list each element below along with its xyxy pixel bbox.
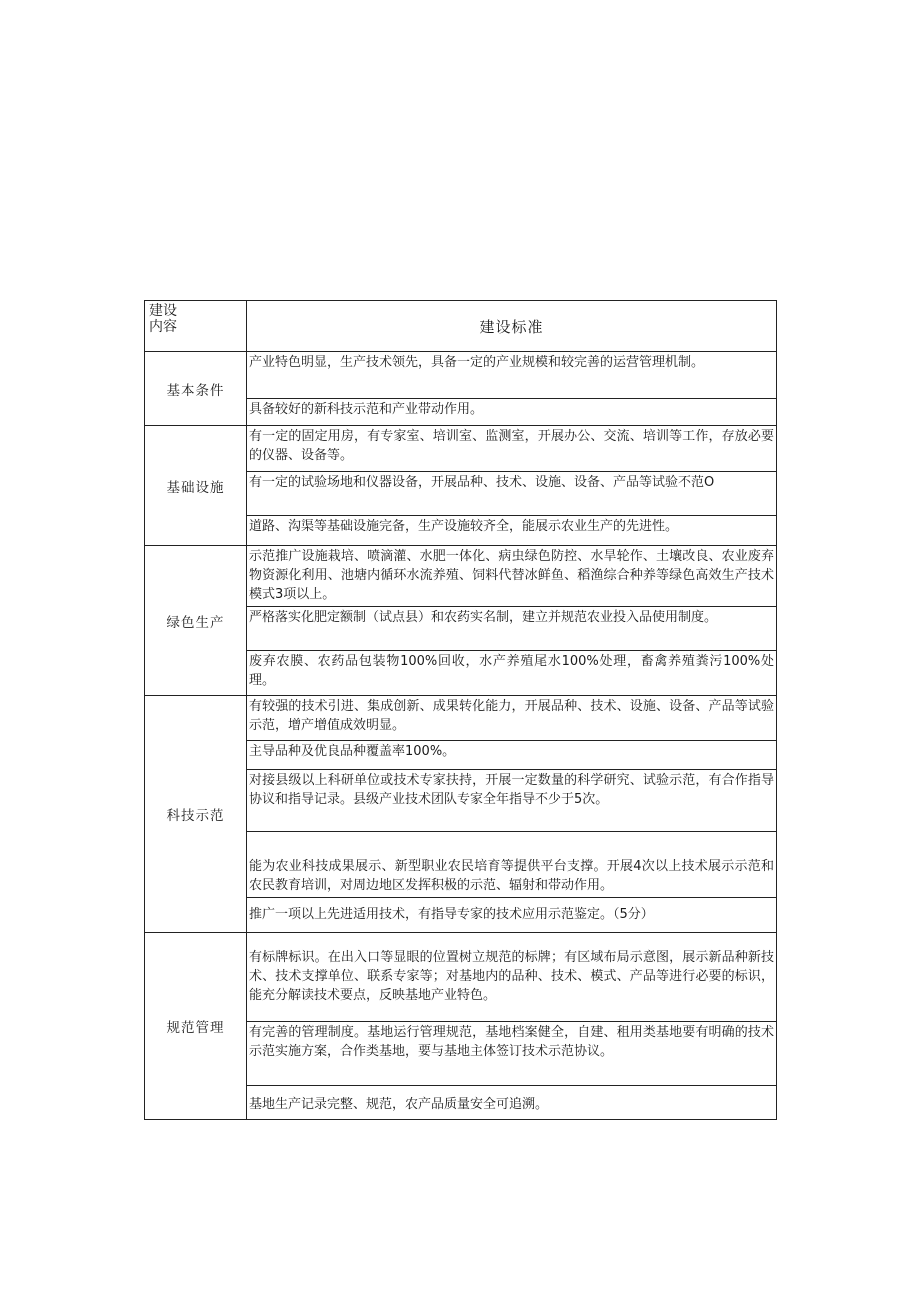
table-header-row [145, 301, 777, 352]
standard-item [247, 1086, 777, 1120]
category-green-production: 绿色生产 [145, 546, 247, 696]
standard-item: 主导品种及优良品种覆盖率100%。 [247, 741, 777, 770]
table-row [145, 426, 777, 472]
header-standard-cell: 建设标准 [247, 301, 777, 352]
standard-item: 产业特色明显，生产技术领先，具备一定的产业规模和较完善的运营管理机制。 [247, 352, 777, 399]
category-infrastructure: 基础设施 [145, 426, 247, 546]
category-tech-demonstration: 科技示范 [145, 696, 247, 933]
standard-item: 严格落实化肥定额制（试点县）和农药实名制，建立并规范农业投入品使用制度。 [247, 607, 777, 651]
standard-item: 对接县级以上科研单位或技术专家扶持，开展一定数量的科学研究、试验示范，有合作指导协议和指导记录。县级产业技术团队专家全年指导不少于5次。 [247, 770, 777, 832]
header-category-cell [145, 301, 247, 352]
standard-item [247, 898, 777, 933]
standards-table [144, 300, 777, 1120]
standard-item: 有一定的试验场地和仪器设备，开展品种、技术、设施、设备、产品等试验不范O [247, 472, 777, 516]
table-row [145, 933, 777, 1022]
standard-item: 道路、沟渠等基础设施完备，生产设施较齐全，能展示农业生产的先进性。 [247, 516, 777, 546]
header-col1-line2: 内容 [149, 319, 177, 335]
standard-item: 有完善的管理制度。基地运行管理规范，基地档案健全，自建、租用类基地要有明确的技术示范实施方案，合作类基地，要与基地主体签订技术示范协议。 [247, 1022, 777, 1086]
category-basic-conditions: 基本条件 [145, 352, 247, 426]
standard-item: 废弃农膜、农药品包装物100%回收，水产养殖尾水100%处理，畜禽养殖粪污100%处理。 [247, 651, 777, 696]
table-row [145, 352, 777, 399]
standard-item: 有一定的固定用房，有专家室、培训室、监测室，开展办公、交流、培训等工作，存放必要的仪器、设备等。 [247, 426, 777, 472]
table-row [145, 546, 777, 607]
standard-item [247, 832, 777, 898]
standard-item-text: 基地生产记录完整、规范，农产品质量安全可追溯。 [249, 1097, 549, 1112]
standard-item-text: 推广一项以上先进适用技术，有指导专家的技术应用示范鉴定。（5分） [249, 907, 654, 922]
standard-item: 具备较好的新科技示范和产业带动作用。 [247, 399, 777, 426]
standard-item-text: 能为农业科技成果展示、新型职业农民培育等提供平台支撑。开展4次以上技术展示示范和农民教育培训，对周边地区发挥积极的示范、辐射和带动作用。 [249, 859, 774, 893]
header-col1-line1: 建设 [149, 303, 177, 319]
standard-item: 有较强的技术引进、集成创新、成果转化能力，开展品种、技术、设施、设备、产品等试验示范，增产增值成效明显。 [247, 696, 777, 741]
standard-item-text: 有标牌标识。在出入口等显眼的位置树立规范的标牌；有区域布局示意图，展示新品种新技术、技术支撑单位、联系专家等；对基地内的品种、技术、模式、产品等进行必要的标识，能充分解读技术要点，反映基地产业特色。 [249, 950, 774, 1003]
table-row [145, 696, 777, 741]
category-standard-management: 规范管理 [145, 933, 247, 1120]
standard-item [247, 933, 777, 1022]
standard-item: 示范推广设施栽培、喷滴灌、水肥一体化、病虫绿色防控、水旱轮作、土壤改良、农业废弃物资源化利用、池塘内循环水流养殖、饲料代替冰鲜鱼、稻渔综合种养等绿色高效生产技术模式3项以上。 [247, 546, 777, 607]
